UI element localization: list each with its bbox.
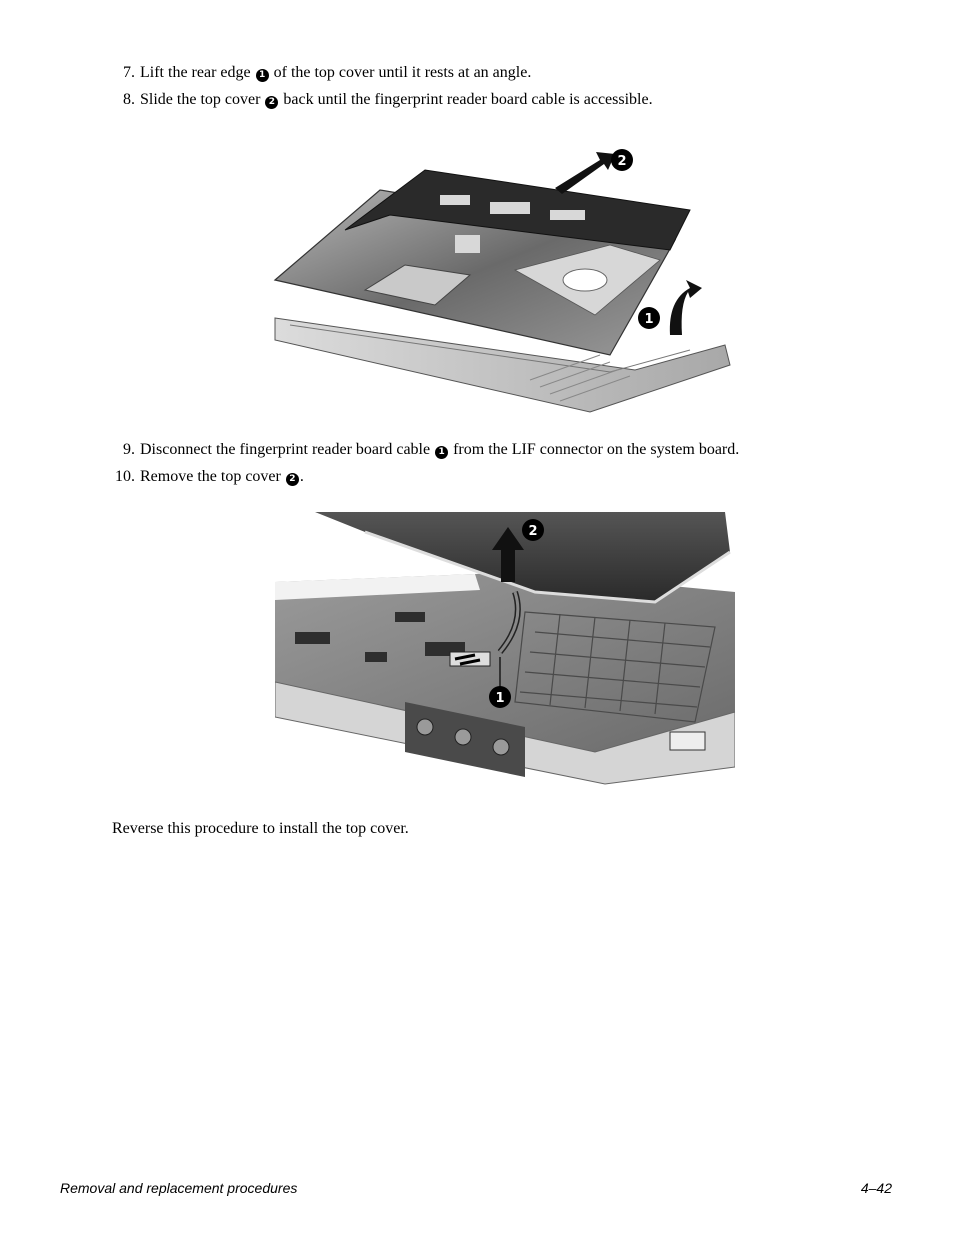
callout-1-text: 1 — [644, 312, 654, 327]
callout-2 — [611, 149, 633, 171]
callout-marker: 1 — [435, 446, 448, 459]
step-text-before: Lift the rear edge — [140, 64, 251, 81]
step-text — [140, 467, 304, 487]
step-text-before: Remove the top cover — [140, 468, 281, 485]
step-number: 8. — [123, 91, 135, 108]
footer-section-title: Removal and replacement procedures — [60, 1180, 298, 1196]
callout-1-text: 1 — [495, 691, 505, 706]
top-cover-lift-illustration — [270, 140, 740, 420]
callout-marker: 2 — [286, 473, 299, 486]
callout-2-text: 2 — [528, 524, 538, 539]
step-text — [140, 440, 739, 460]
callout-2 — [522, 519, 544, 541]
callout-marker: 1 — [256, 69, 269, 82]
step-number: 7. — [123, 64, 135, 81]
step-text-before: Slide the top cover — [140, 91, 261, 108]
cable-disconnect-illustration — [275, 512, 735, 787]
callout-1 — [638, 307, 660, 329]
step-number: 9. — [123, 441, 135, 458]
callout-1 — [489, 686, 511, 708]
step-text-before: Disconnect the fingerprint reader board cable — [140, 441, 431, 458]
step-text-after: . — [299, 468, 304, 485]
step-text — [140, 63, 531, 83]
closing-instruction: Reverse this procedure to install the top cover. — [112, 820, 409, 837]
step-text — [140, 90, 653, 110]
step-text-after: of the top cover until it rests at an angle. — [273, 64, 532, 81]
step-text-after: back until the fingerprint reader board cable is accessible. — [283, 91, 653, 108]
step-number: 10. — [115, 468, 135, 485]
footer-page-number: 4–42 — [860, 1180, 892, 1196]
callout-2-text: 2 — [617, 154, 627, 169]
callout-marker: 2 — [265, 96, 278, 109]
step-text-after: from the LIF connector on the system board. — [453, 441, 740, 458]
